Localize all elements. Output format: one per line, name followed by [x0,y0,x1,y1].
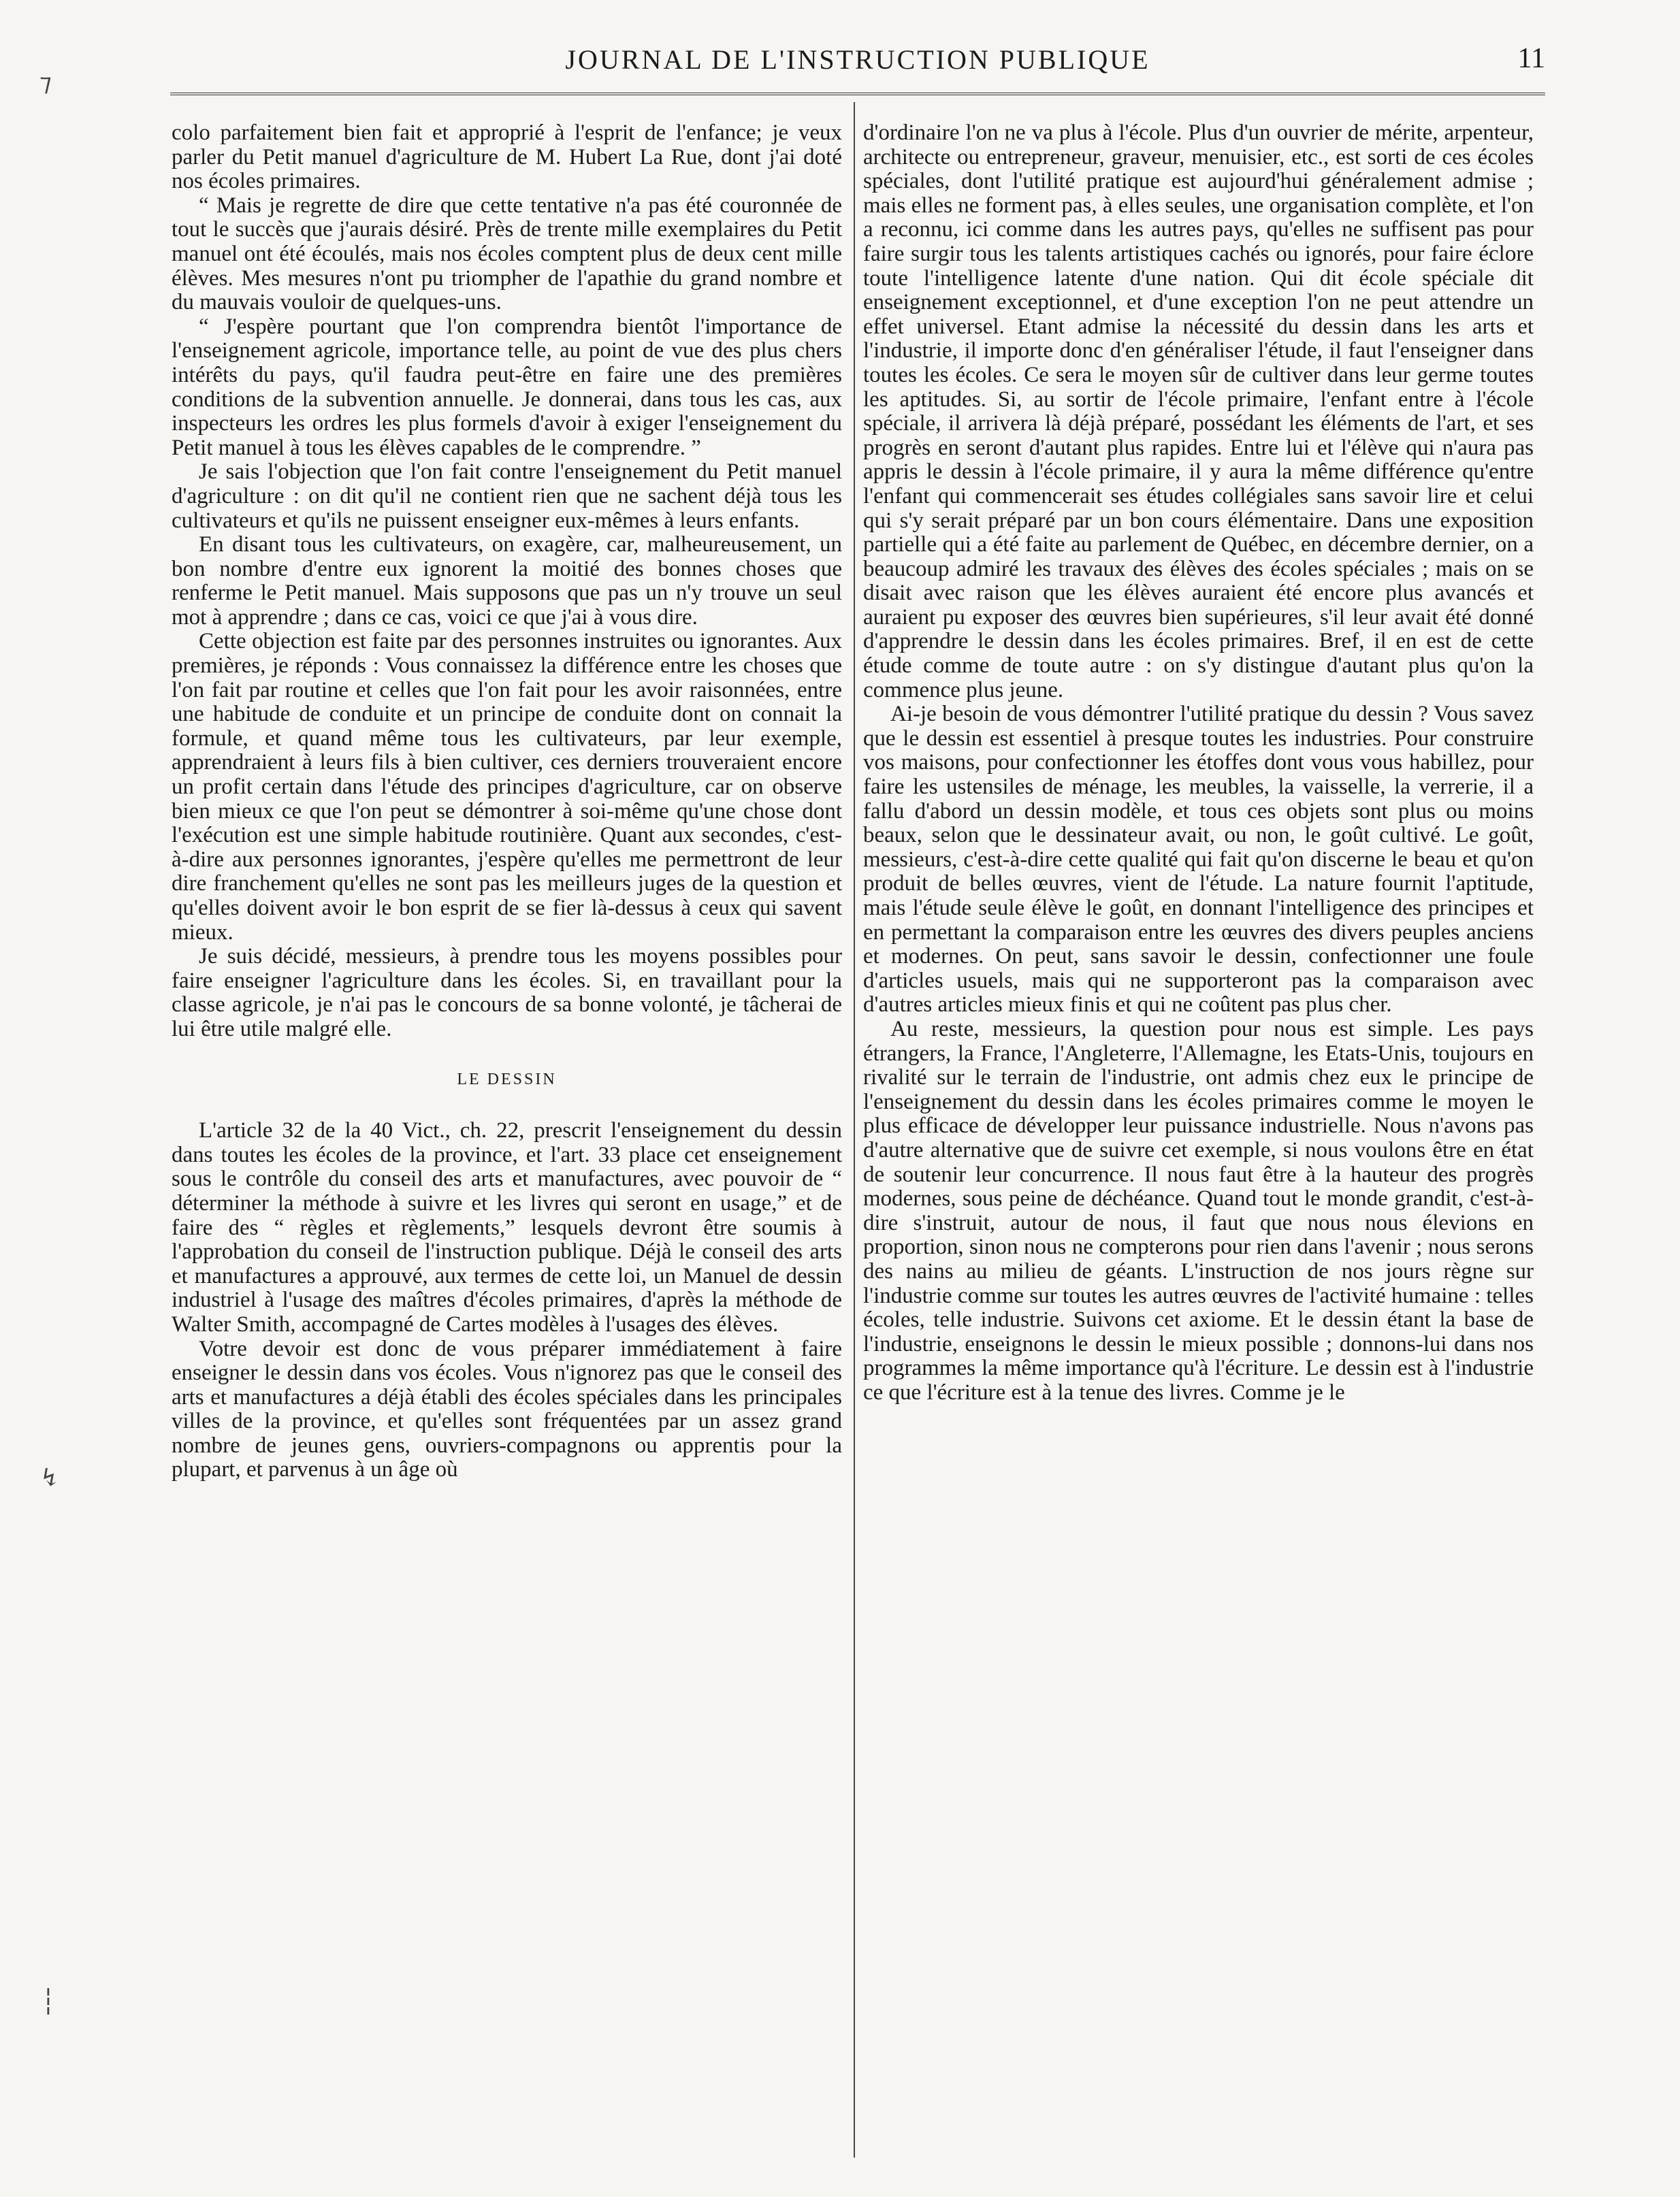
paragraph: Votre devoir est donc de vous préparer immédiatement à faire enseigner le dessin dans vos écoles. Vous n'ignorez pas que le conseil des arts et manufactures a déjà établi des écoles spéciales dans les principales villes de la province, et qu'elles sont fréquentées par un assez grand nombre de jeunes gens, ouvriers-compagnons ou apprentis pour la plupart, et parvenus à un âge où [172,1336,842,1482]
paragraph: Ai-je besoin de vous démontrer l'utilité pratique du dessin ? Vous savez que le dessin est essentiel à presque toutes les industries. Pour construire vos maisons, pour confectionner les étoffes dont vous vous habillez, pour faire les ustensiles de ménage, les meubles, la vaisselle, la verrerie, il a fallu d'abord un dessin modèle, et tous ces objets sont plus ou moins beaux, selon que le dessinateur avait, ou non, le goût cultivé. Le goût, messieurs, c'est-à-dire cette qualité qui fait qu'on discerne le beau et qu'on produit de belles œuvres, vient de l'étude. La nature fournit l'aptitude, mais l'étude seule élève le goût, en donnant l'intelligence des principes et en permettant la comparaison entre les œuvres des divers peuples anciens et modernes. On peut, sans savoir le dessin, confectionner une foule d'articles usuels, mais qui ne supporteront pas la comparaison avec d'autres articles mieux finis et qui ne coûtent pas plus cher. [863,702,1534,1018]
margin-mark: ┆ [41,1988,56,2015]
margin-mark: ⁊ [39,69,52,96]
paragraph: “ J'espère pourtant que l'on comprendra bientôt l'importance de l'enseignement agricole, importance telle, au point de vue des plus chers intérêts du pays, qu'il faudra peut-être en faire une des premières conditions de la subvention annuelle. Je donnerai, dans tous les cas, aux inspecteurs les ordres les plus formels d'avoir à exiger l'enseignement du Petit manuel à tous les élèves capables de le comprendre. ” [172,314,842,460]
paragraph: En disant tous les cultivateurs, on exagère, car, malheureusement, un bon nombre d'entre eux ignorent la moitié des bonnes choses que renferme le Petit manuel. Mais supposons que pas un n'y trouve un seul mot à apprendre ; dans ce cas, voici ce que j'ai à vous dire. [172,532,842,630]
paragraph: Je sais l'objection que l'on fait contre l'enseignement du Petit manuel d'agriculture : on dit qu'il ne contient rien que ne sachent déjà tous les cultivateurs et qu'ils ne puissent enseigner eux-mêmes à leurs enfants. [172,459,842,533]
paragraph: “ Mais je regrette de dire que cette tentative n'a pas été couronnée de tout le succès que j'aurais désiré. Près de trente mille exemplaires du Petit manuel ont été écoulés, mais nos écoles comptent plus de deux cent mille élèves. Mes mesures n'ont pu triompher de l'apathie du grand nombre et du mauvais vouloir de quelques-uns. [172,193,842,315]
paragraph: Cette objection est faite par des personnes instruites ou ignorantes. Aux premières, je réponds : Vous connaissez la différence entre les choses que l'on fait par routine et celles que l'on fait pour les avoir raisonnées, entre une habitude de conduite et un principe de conduite dont on connait la formule, et quand même tous les cultivateurs, par leur exemple, apprendraient à leurs fils à bien cultiver, ces derniers trouveraient encore un profit certain dans l'étude des principes d'agriculture, car on observe bien mieux ce que l'on peut se démontrer à soi-même qu'une chose dont l'exécution est une simple habitude routinière. Quant aux secondes, c'est-à-dire aux personnes ignorantes, j'espère qu'elles me permettront de leur dire franchement qu'elles ne sont pas les meilleurs juges de la question et qu'elles doivent avoir le bon esprit de se fier là-dessus à ceux qui savent mieux. [172,629,842,945]
paragraph: L'article 32 de la 40 Vict., ch. 22, prescrit l'enseignement du dessin dans toutes les écoles de la province, et l'art. 33 place cet enseignement sous le contrôle du conseil des arts et manufactures, avec pouvoir de “ déterminer la méthode à suivre et les livres qui seront en usage,” et de faire des “ règles et règlements,” lesquels devront être soumis à l'approbation du conseil de l'instruction publique. Déjà le conseil des arts et manufactures a approuvé, aux termes de cette loi, un Manuel de dessin industriel à l'usage des maîtres d'écoles primaires, d'après la méthode de Walter Smith, accompagné de Cartes modèles à l'usages des élèves. [172,1118,842,1337]
header-rule [170,93,1545,95]
page-number: 11 [1517,43,1545,74]
page-header [170,39,1545,80]
column-divider [854,102,855,2158]
margin-mark: ↯ [39,1464,61,1491]
paragraph: colo parfaitement bien fait et approprié à l'esprit de l'enfance; je veux parler du Petit manuel d'agriculture de M. Hubert La Rue, dont j'ai doté nos écoles primaires. [172,120,842,194]
paragraph: d'ordinaire l'on ne va plus à l'école. Plus d'un ouvrier de mérite, arpenteur, architecte ou entrepreneur, graveur, menuisier, etc., est sorti de ces écoles spéciales, dont l'utilité pratique est aujourd'hui généralement admise ; mais elles ne forment pas, à elles seules, une organisation complète, et l'on a reconnu, ici comme dans les autres pays, qu'elles ne suffisent pas pour faire surgir tous les talents artistiques cachés ou ignorés, pour faire éclore toute l'intelligence latente d'une nation. Qui dit école spéciale dit enseignement exceptionnel, et d'une exception l'on ne peut attendre un effet universel. Etant admise la nécessité du dessin dans les arts et l'industrie, il importe donc d'en généraliser l'étude, il faut l'enseigner dans toutes les écoles. Ce sera le moyen sûr de cultiver dans leur germe toutes les aptitudes. Si, au sortir de l'école primaire, l'enfant entre à l'école spéciale, il arrivera là déjà préparé, possédant les éléments de l'art, et ses progrès en seront d'autant plus rapides. Entre lui et l'élève qui n'aura pas appris le dessin à l'école primaire, il y aura la même différence qu'entre l'enfant qui commencerait ses études collégiales sans savoir lire et celui qui s'y serait préparé par un bon cours élémentaire. Dans une exposition partielle qui a été faite au parlement de Québec, en décembre dernier, on a beaucoup admiré les travaux des élèves des écoles spéciales ; mais on se disait avec raison que les élèves auraient été encore plus avancés et auraient pu exposer des œuvres bien supérieures, s'il leur avait été donné d'apprendre le dessin dans les écoles primaires. Bref, il en est de cette étude comme de toute autre : on s'y distingue d'autant plus qu'on la commence plus jeune. [863,120,1534,702]
paragraph: Au reste, messieurs, la question pour nous est simple. Les pays étrangers, la France, l'Angleterre, l'Allemagne, les Etats-Unis, toujours en rivalité sur le terrain de l'industrie, ont admis chez eux le principe de l'enseignement du dessin dans les écoles primaires comme le moyen le plus efficace de développer leur puissance industrielle. Nous n'avons pas d'autre alternative que de suivre cet exemple, si nous voulons être en état de soutenir leur concurrence. Il nous faut être à la hauteur des progrès modernes, sous peine de déchéance. Quand tout le monde grandit, c'est-à-dire s'instruit, autour de nous, il faut que nous nous élevions en proportion, sinon nous ne compterons pour rien dans l'avenir ; nous serons des nains au milieu de géants. L'instruction de nos jours règne sur l'industrie comme sur toutes les autres œuvres de l'activité humaine : telles écoles, telle industrie. Suivons cet axiome. Et le dessin étant la base de l'industrie, enseignons le dessin le mieux possible ; donnons-lui dans nos programmes la même importance qu'à l'écriture. Le dessin est à l'industrie ce que l'écriture est à la tenue des livres. Comme je le [863,1016,1534,1405]
right-column [863,121,1534,1405]
paragraph: Je suis décidé, messieurs, à prendre tous les moyens possibles pour faire enseigner l'agriculture dans les écoles. Si, en travaillant pour la classe agricole, je n'ai pas le concours de sa bonne volonté, je tâcherai de lui être utile malgré elle. [172,944,842,1041]
running-head: JOURNAL DE L'INSTRUCTION PUBLIQUE [565,44,1150,75]
section-heading: LE DESSIN [457,1070,557,1088]
left-column [172,121,842,1482]
